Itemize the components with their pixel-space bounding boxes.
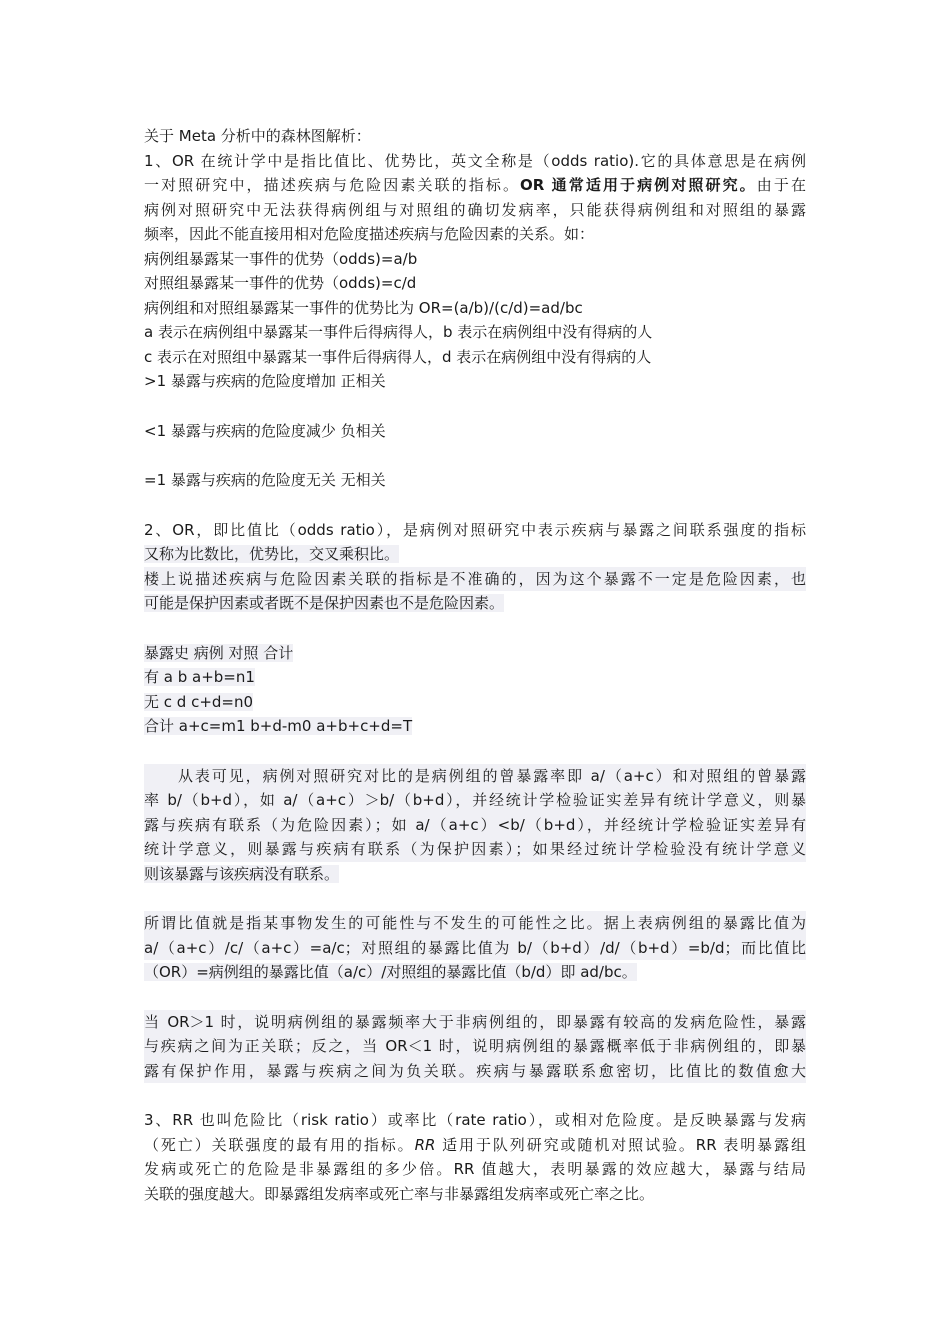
document-page	[144, 124, 806, 1206]
section3-italic-rr: RR	[414, 1135, 436, 1154]
section1-line-2	[144, 173, 806, 198]
section3-text: （死亡）关联强度的最有用的指标。	[144, 1135, 415, 1154]
paragraph4-line	[144, 960, 806, 985]
section2-line: 2、OR，即比值比（odds ratio），是病例对照研究中表示疾病与暴露之间联系强度的指标	[144, 520, 806, 539]
formula-line: 病例组和对照组暴露某一事件的优势比为 OR=(a/b)/(c/d)=ad/bc	[144, 298, 583, 317]
relation-line: >1 暴露与疾病的危险度增加 正相关	[144, 372, 386, 390]
paragraph3-line: 从表可见，病例对照研究对比的是病例组的曾暴露率即 a/（a+c）和对照组的曾暴露	[144, 764, 806, 789]
formula-line: 对照组暴露某一事件的优势（odds)=c/d	[144, 274, 417, 292]
section1-text: 由于在	[756, 176, 806, 194]
highlighted-text: 则该暴露与该疾病没有联系。	[144, 864, 340, 883]
table-row	[144, 690, 806, 715]
relation-line: <1 暴露与疾病的危险度减少 负相关	[144, 421, 386, 440]
paragraph5-line: 露有保护作用，暴露与疾病之间为负关联。疾病与暴露联系愈密切，比值比的数值愈大	[144, 1059, 806, 1084]
document-title: 关于 Meta 分析中的森林图解析：	[144, 127, 371, 145]
formula-line: c 表示在对照组中暴露某一事件后得病得人，d 表示在病例组中没有得病的人	[144, 347, 652, 366]
paragraph4-line: a/（a+c）/c/（a+c）=a/c；对照组的暴露比值为 b/（b+d）/d/（b+d）=b/d；而比值比	[144, 936, 806, 961]
paragraph3-line: 统计学意义，则暴露与疾病有联系（为保护因素）；如果经过统计学检验没有统计学意义	[144, 837, 806, 862]
table-header: 暴露史 病例 对照 合计	[144, 643, 294, 662]
section1-line-4: 频率，因此不能直接用相对危险度描述疾病与危险因素的关系。如：	[144, 225, 595, 243]
formula-line: a 表示在病例组中暴露某一事件后得病得人，b 表示在病例组中没有得病的人	[144, 323, 653, 341]
section2-line	[144, 542, 806, 567]
paragraph4-line: 所谓比值就是指某事物发生的可能性与不发生的可能性之比。据上表病例组的暴露比值为	[144, 911, 806, 936]
section3-line: 关联的强度越大。即暴露组发病率或死亡率与非暴露组发病率或死亡率之比。	[144, 1184, 655, 1203]
highlighted-text: 可能是保护因素或者既不是保护因素也不是危险因素。	[144, 594, 505, 612]
paragraph3-line: 率 b/（b+d），如 a/（a+c）＞b/（b+d），并经统计学检验证实差异有统计学意义，则暴	[144, 788, 806, 813]
paragraph3-line	[144, 862, 806, 887]
section2-line: 楼上说描述疾病与危险因素关联的指标是不准确的，因为这个暴露不一定是危险因素，也	[144, 567, 806, 592]
table-row-text: 无 c d c+d=n0	[144, 692, 254, 711]
section3-line	[144, 1133, 806, 1158]
section3-text: 适用于队列研究或随机对照试验。RR 表明暴露组	[435, 1135, 806, 1154]
section3-line: 3、RR 也叫危险比（risk ratio）或率比（rate ratio），或相对危险度。是反映暴露与发病	[144, 1111, 806, 1129]
section1-bold-statement: OR 通常适用于病例对照研究。	[520, 176, 757, 194]
relation-line: =1 暴露与疾病的危险度无关 无相关	[144, 471, 386, 489]
section1-line-3: 病例对照研究中无法获得病例组与对照组的确切发病率，只能获得病例组和对照组的暴露	[144, 200, 806, 219]
table-row-text: 有 a b a+b=n1	[144, 668, 255, 686]
paragraph5-line: 当 OR＞1 时，说明病例组的暴露频率大于非病例组的，即暴露有较高的发病危险性，暴露	[144, 1010, 806, 1035]
highlighted-text: 又称为比数比，优势比，交叉乘积比。	[144, 545, 400, 563]
highlighted-text: （OR）=病例组的暴露比值（a/c）/对照组的暴露比值（b/d）即 ad/bc。	[144, 963, 637, 981]
table-row-text: 合计 a+c=m1 b+d-m0 a+b+c+d=T	[144, 717, 413, 735]
section3-line: 发病或死亡的危险是非暴露组的多少倍。RR 值越大，表明暴露的效应越大，暴露与结局	[144, 1160, 806, 1178]
table-header-row	[144, 641, 806, 666]
section2-line	[144, 591, 806, 616]
table-row	[144, 665, 806, 690]
section1-line-1: 1、OR 在统计学中是指比值比、优势比，英文全称是（odds ratio).它的具体意思是在病例	[144, 151, 806, 170]
paragraph3-line: 露与疾病有联系（为危险因素）；如 a/（a+c）<b/（b+d），并经统计学检验证实差异有	[144, 813, 806, 838]
table-row	[144, 714, 806, 739]
formula-line: 病例组暴露某一事件的优势（odds)=a/b	[144, 249, 418, 268]
section1-text: 一对照研究中，描述疾病与危险因素关联的指标。	[144, 176, 521, 194]
paragraph5-line: 与疾病之间为正关联；反之，当 OR＜1 时，说明病例组的暴露概率低于非病例组的，即暴	[144, 1034, 806, 1059]
